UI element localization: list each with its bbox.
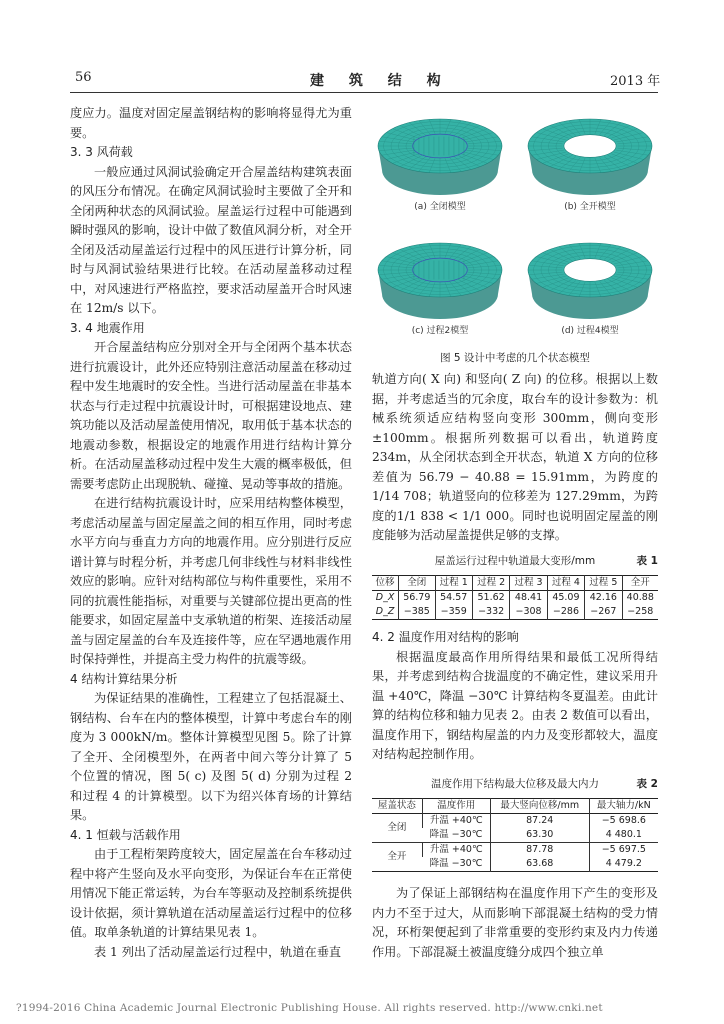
stadium-model-open [522,106,658,198]
table-header-cell: 位移 [375,577,395,588]
table-row [372,591,658,606]
table-cell: 51.62 [472,591,509,606]
table-cell: 升温 +40℃ [422,843,490,858]
table-cell: −308 [510,605,547,620]
table-title: 屋盖运行过程中轨道最大变形/mm [434,554,596,567]
page-number: 56 [75,70,92,85]
paragraph: 开合屋盖结构应分别对全开与全闭两个基本状态进行抗震设计，此外还应特别注意活动屋盖在移动过程中发生地震时的安全性。当进行活动屋盖在非基本状态与行走过程中抗震设计时，可根据建设地点、建筑功能以及活动屋盖使用情况，取用低于基本状态的地震动参数，根据设定的地震作用进行结构计算分析。在活动屋盖移动过程中发生大震的概率极低，但需要考虑防止出现脱轨、碰撞、晃动等事故的措施。 [70,340,352,491]
section-heading: 3. 3 风荷载 [70,145,133,159]
table-header-cell: 过程 1 [435,576,472,591]
table-cell: 升温 +40℃ [422,814,490,829]
table-cell: 全闭 [372,814,422,843]
page-header [0,70,724,90]
table-cell: 4 479.2 [589,857,658,872]
table-cell: 降温 −30℃ [422,828,490,843]
stadium-model-process2 [372,230,508,322]
right-column [372,370,658,962]
table-header-cell: 全闭 [399,576,435,591]
table-header-cell: 最大竖向位移/mm [490,799,589,814]
copyright-footer: ?1994-2016 China Academic Journal Electronic Publishing House. All rights reserved. http://www.cnki.net [16,1002,603,1014]
table-1 [372,575,658,620]
table-cell: 45.09 [547,591,584,606]
table-header-cell: 温度作用 [422,799,490,814]
paragraph: 一般应通过风洞试验确定开合屋盖结构建筑表面的风压分布情况。在确定风洞试验时主要做了全开和全闭两种状态的风洞试验。屋盖运行过程中可能遇到瞬时强风的影响，设计中做了数值风洞分析，对全开全闭及活动屋盖运行过程中的风压进行计算分析，同时与风洞试验结果进行比较。在活动屋盖移动过程中，对风速进行严格监控，要求活动屋盖开合时风速在 12m/s 以下。 [70,164,352,315]
section-heading: 4. 1 恒载与活载作用 [70,827,181,842]
stadium-model-closed [372,106,508,198]
table-cell: D_Z [375,606,395,617]
table-row [372,814,658,829]
table-cell: D_X [375,592,395,603]
table-cell: 63.68 [490,857,589,872]
table-row [372,843,658,858]
table-cell: −332 [472,605,509,620]
table-cell: 降温 −30℃ [429,858,483,869]
paragraph: 由于工程桁架跨度较大，固定屋盖在台车移动过程中将产生竖向及水平向变形，为保证台车在正常使用情况下能正常运转，为台车等驱动及控制系统提供设计依据，须计算轨道在活动屋盖运行过程中的位移值。取单条轨道的计算结果见表 1。 [70,847,352,939]
table-cell: 87.24 [490,814,589,829]
roof-opening [564,135,616,158]
section-heading: 4. 2 温度作用对结构的影响 [372,630,519,644]
left-column [70,104,352,962]
table-cell: −5 697.5 [589,843,658,858]
table-cell: 40.88 [622,591,658,606]
table-cell: 63.30 [490,828,589,843]
figure-caption: 图 5 设计中考虑的几个状态模型 [440,352,590,364]
table1-caption [372,552,658,572]
table-header-cell: 过程 2 [472,576,509,591]
table-cell: −385 [399,605,435,620]
figure-5 [372,106,658,346]
paragraph: 表 1 列出了活动屋盖运行过程中，轨道在垂直 [94,944,342,959]
section-heading: 3. 4 地震作用 [70,320,145,335]
table2-caption [372,775,658,795]
journal-title: 建 筑 结 构 [310,73,451,89]
panel-caption: (c) 过程2模型 [411,326,469,336]
table-cell: −286 [547,605,584,620]
stadium-model-process4 [522,230,658,322]
paragraph: 轨道方向( X 向) 和竖向( Z 向) 的位移。根据以上数据，并考虑适当的冗余度，取台车的设计参数为：机械系统须适应结构竖向变形 300mm，侧向变形 ±100mm。根据所列数据可以看出，轨道跨度 234m，从全闭状态到全开状态，轨道 X 方向的位移差值为 56.79 − 40.88 = 15.91mm，为跨度的 1/14 708；轨道竖向的位移差为 127.29mm，为跨度的1/1 838 < 1/1 000。同时也说明固定屋盖的刚度能够为活动屋盖提供足够的支撑。 [372,372,658,542]
table-cell: 42.16 [585,591,622,606]
figure-panel-a [372,106,508,212]
table-cell: 54.57 [435,591,472,606]
header-rule [70,92,658,93]
table-title: 温度作用下结构最大位移及最大内力 [431,777,599,790]
table-header-cell: 全开 [622,576,658,591]
table-number: 表 1 [636,554,658,567]
table-header-cell: 最大轴力/kN [589,799,658,814]
table-cell: −267 [585,605,622,620]
paragraph: 为保证结果的准确性，工程建立了包括混凝土、钢结构、台车在内的整体模型，计算中考虑台车的刚度为 3 000kN/m。整体计算模型见图 5。除了计算了全开、全闭模型外，在两者中间六等分计算了 5 个位置的情况，图 5( c) 及图 5( d) 分别为过程 2 和过程 4 的计算模型。以下为绍兴体育场的计算结果。 [70,691,352,822]
table-cell: −359 [435,605,472,620]
paragraph: 为了保证上部钢结构在温度作用下产生的变形及内力不至于过大，从而影响下部混凝土结构的受力情况，环桁架便起到了非常重要的变形约束及内力传递作用。下部混凝土被温度缝分成四个独立单 [372,886,658,959]
table-cell: 56.79 [399,591,435,606]
figure-panel-d [522,230,658,336]
figure-panel-b [522,106,658,212]
panel-caption: (d) 过程4模型 [561,326,619,336]
roof-opening [564,259,616,282]
table-cell: 48.41 [510,591,547,606]
table-cell: 全开 [387,851,407,862]
year: 2013 年 [610,74,661,89]
paragraph: 在进行结构抗震设计时，应采用结构整体模型，考虑活动屋盖与固定屋盖之间的相互作用，同时考虑水平方向与垂直力方向的地震作用。应分别进行反应谱计算与时程分析，并考虑几何非线性与材料非线性效应的影响。应针对结构部位与构件重要性，采用不同的抗震性能指标，对重要与关键部位提出更高的性能要求，如固定屋盖中支承轨道的桁架、连接活动屋盖与固定屋盖的台车及连接件等，应在罕遇地震作用时保持弹性，并提高主受力构件的抗震等级。 [70,496,352,666]
table-number: 表 2 [636,777,658,790]
table-header-cell: 过程 3 [510,576,547,591]
figure-panel-c [372,230,508,336]
table-cell: 87.78 [490,843,589,858]
table-header-cell: 过程 4 [547,576,584,591]
table-cell: −258 [622,605,658,620]
section-heading: 4 结构计算结果分析 [70,671,178,686]
table-cell: 4 480.1 [589,828,658,843]
paragraph: 根据温度最高作用所得结果和最低工况所得结果，并考虑到结构合拢温度的不确定性，建议采用升温 +40℃，降温 −30℃ 计算结构冬夏温差。由此计算的结构位移和轴力见表 2。由表 2 数值可以看出，温度作用下，钢结构屋盖的内力及变形都较大，温度对结构起控制作用。 [372,649,658,761]
table-header-cell: 屋盖状态 [377,800,416,811]
table-header-cell: 过程 5 [585,576,622,591]
paragraph: 度应力。温度对固定屋盖钢结构的影响将显得尤为重要。 [70,106,352,140]
table-row [372,605,658,620]
panel-caption: (a) 全闭模型 [414,202,466,212]
panel-caption: (b) 全开模型 [564,202,616,212]
table-cell: −5 698.6 [589,814,658,829]
table-2 [372,798,658,872]
